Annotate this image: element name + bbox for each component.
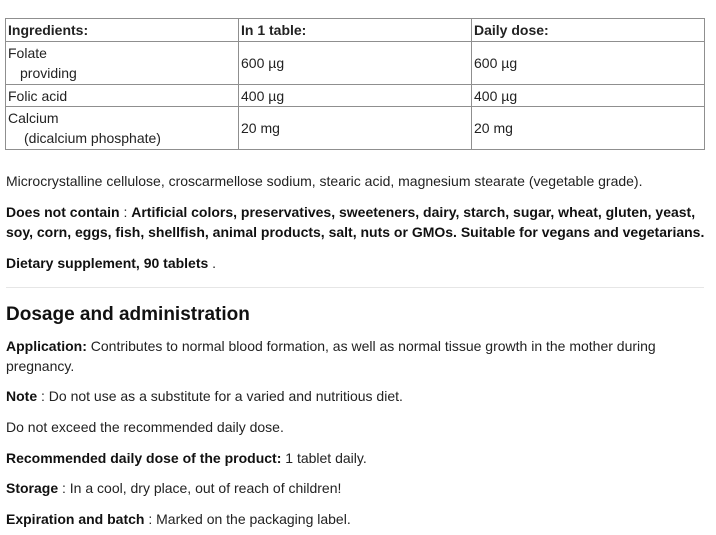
table-header-row <box>6 19 705 42</box>
recommended-dose-paragraph <box>6 448 367 468</box>
application-paragraph <box>6 336 676 376</box>
supplement-paragraph <box>6 253 216 273</box>
ingredient-name: Calcium <box>8 110 59 126</box>
section-divider <box>6 287 704 288</box>
table-row <box>6 85 705 107</box>
application-text: Contributes to normal blood formation, as well as normal tissue growth in the mother during pregnancy. <box>6 338 656 374</box>
application-label: Application: <box>6 338 87 354</box>
ingredients-table <box>5 18 705 150</box>
ingredient-cell <box>6 107 239 150</box>
other-ingredients-text: Microcrystalline cellulose, croscarmellose sodium, stearic acid, magnesium stearate (vegetable grade). <box>6 173 643 189</box>
supplement-suffix: . <box>208 255 217 271</box>
note-paragraph <box>6 386 403 406</box>
per-tablet-cell: 600 µg <box>239 42 472 85</box>
table-row <box>6 42 705 85</box>
note-label: Note <box>6 388 38 404</box>
recommended-dose-label: Recommended daily dose of the product: <box>6 450 282 466</box>
expiration-label: Expiration and batch <box>6 511 145 527</box>
daily-dose-cell: 20 mg <box>472 107 705 150</box>
daily-dose-cell: 600 µg <box>472 42 705 85</box>
per-tablet-cell: 20 mg <box>239 107 472 150</box>
expiration-text: : Marked on the packaging label. <box>144 511 351 527</box>
recommended-dose-text: 1 tablet daily. <box>281 450 367 466</box>
note-text: : Do not use as a substitute for a varied and nutritious diet. <box>37 388 403 404</box>
daily-dose-cell: 400 µg <box>472 85 705 107</box>
ingredient-cell <box>6 85 239 107</box>
ingredient-name: Folic acid <box>8 87 68 104</box>
header-ingredients: Ingredients: <box>6 19 239 42</box>
header-per-tablet: In 1 table: <box>239 19 472 42</box>
ingredient-name: Folate <box>8 45 47 61</box>
does-not-contain-list: Artificial colors, preservatives, sweeteners, dairy, starch, sugar, wheat, gluten, yeast, soy, corn, eggs, fish, shellfish, animal products, salt, nuts or GMOs. Suitable for vegans and vegetarians. <box>6 204 705 240</box>
does-not-contain-label: Does not contain <box>6 204 120 220</box>
does-not-contain-paragraph <box>6 202 710 242</box>
does-not-contain-separator: : <box>119 204 132 220</box>
storage-label: Storage <box>6 480 59 496</box>
dosage-section-title: Dosage and administration <box>6 304 250 325</box>
supplement-label: Dietary supplement, 90 tablets <box>6 255 209 271</box>
header-daily-dose: Daily dose: <box>472 19 705 42</box>
per-tablet-cell: 400 µg <box>239 85 472 107</box>
table-row <box>6 107 705 150</box>
ingredient-subtext: (dicalcium phosphate) <box>24 130 161 146</box>
ingredient-subtext: providing <box>20 65 77 81</box>
storage-paragraph <box>6 478 341 498</box>
storage-text: : In a cool, dry place, out of reach of children! <box>58 480 342 496</box>
ingredient-cell <box>6 42 239 85</box>
expiration-paragraph <box>6 509 351 529</box>
do-not-exceed-text: Do not exceed the recommended daily dose. <box>6 419 284 435</box>
